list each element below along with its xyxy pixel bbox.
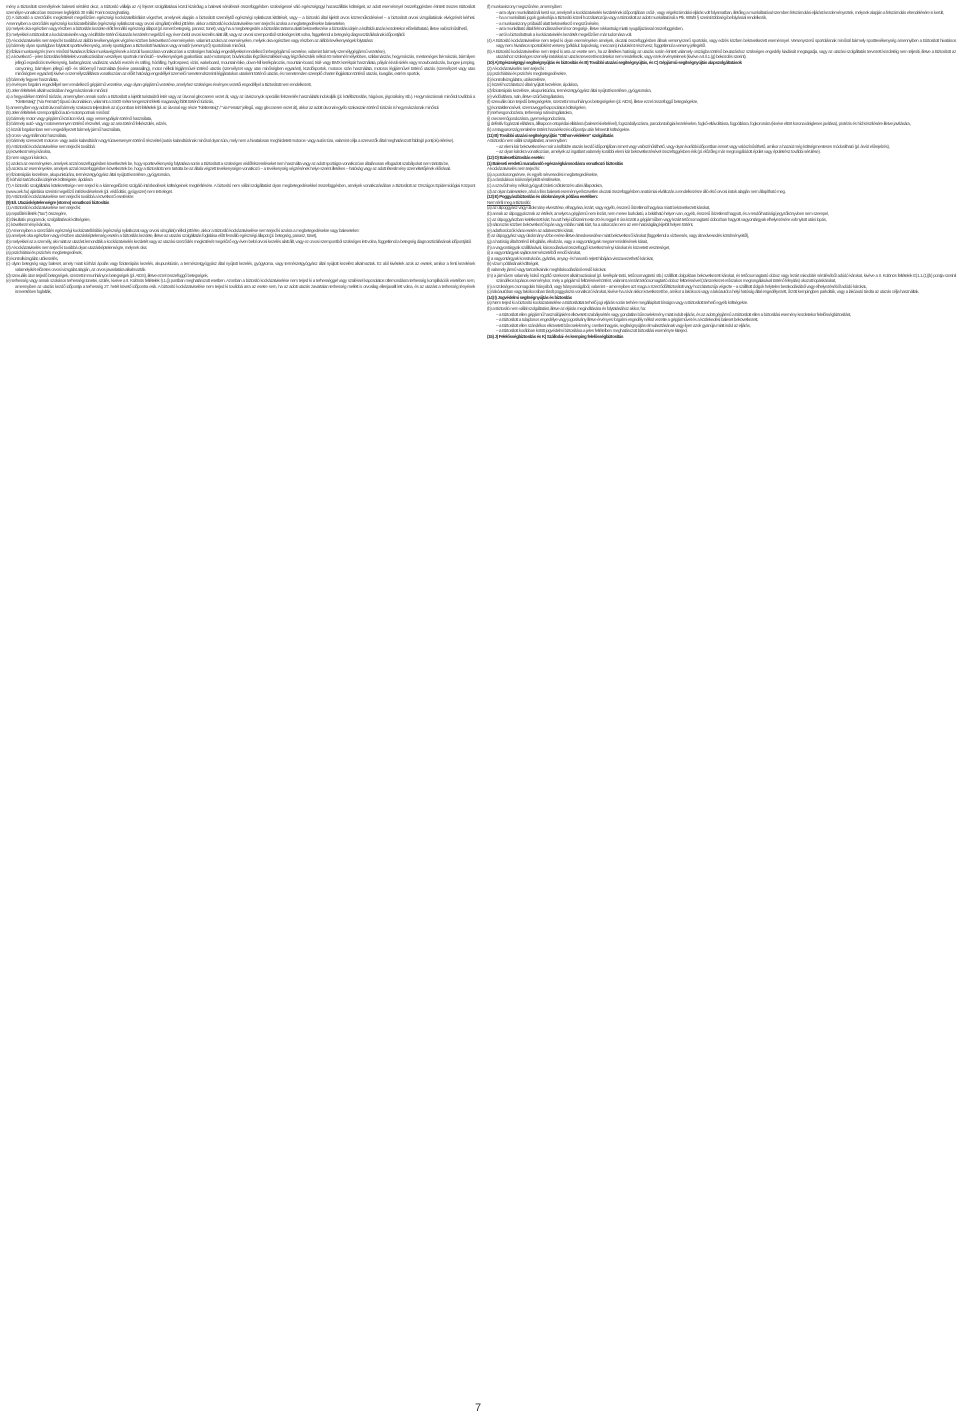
list-item: (d) fizioterápiás kezelésre, akupunktúrára, természetgyógyász által nyújtott kezelésre, gyógytornára, [487,87,652,93]
list-item: (b) kontrollvizsgálatra, utókezelésre, [487,76,546,82]
list-item: – arról a biztosítottnak a kockázatviselés kezdetét megelőzően már tudomása volt. [496,31,632,37]
list-item: – arra olyan munkáltatónál kerül sor, amelynél a kockázatviselés kezdetének időpontjában csőd-, vagy végelszámolási eljárás volt folyamatban, illetőleg a munkáltatóval szemben felszámolási eljárást kezdeményeztek, melynek alapján a felszámolás elrendelésére is került, [496,9,944,15]
paragraph: (f) munkaviszony megszűnése, amennyiben: [487,4,563,9]
list-item: (c) közúti forgalomban nem engedélyezett bármely jármű használata, [6,127,121,133]
list-item: (m) a járművön valamely külső rögzítő szerkezet alkalmazásával (pl. kerékpár-tartó, tetőcsomagtartó stb.) szállított dolgokban bekövetkezett károkat, és tetőcsomagtartó doboz vagy lezárt rakodótér sérüléséből adódó károkat, kivéve a II. Különös feltételek E)1.1.(1)(b) pontja szerinti szándékos lopásos eseménykor, mely a gépjármű feltörésével történt, valamint a lezárt tetőcsomagtartó doboz feltöréssével (zárszerkezet erőszakos megrongálásával történő felnyitás) okozott lopáskárokat, [487,272,956,284]
document-page [6,4,956,1400]
paragraph: (4) A Biztosító kockázatviselése nem terjed ki olyan eseményekre amelyek, okozati összefüggésben állnak versenyszerű sportolás, vagy edzés közben bekövetkezett eseménnyel. Versenyszerű sportolásnak minősül bármely sporttevékenység amennyiben a Biztosított hivatásos vagy nem hivatásos sportolóként verseny (például: bajnokság, meccsen) induloként részt vesz, függetlenül a verseny jellegétől. [487,37,956,49]
list-item: – a munkaviszony próbaidő alatt bekövetkező megszűnésére, [496,20,600,26]
paragraph: (7) A biztosító szolgáltatási kötelezettsége nem terjed ki a kármegelőzést szolgáló intézkedések költségeinek megtérítésére. A biztosító nem vállal szolgáltatást olyan megbetegedésekkel összefüggésben, amelyek vonatkozásában a Biztosított az Országos Epidemiológiai Központ (www.oek.hu) ajánlása szerinti megelőző intézkedéseknek (pl. védőoltás, gyógyszer) nem tett eleget. [6,183,475,194]
list-item: (a) melyek oka egészben vagy részben a biztosítás kezdete előtt fennálló egészségi állapot (pl. ismert betegség, panasz, tünet), vagy ha a megbetegedés a biztosítás tartama alatti bekövetkezése a biztosítás idején a külföldi utazás kezdetekor előreláthatató, illetve valószínűsíthető, [6,26,468,32]
list-item: (c) közeli hozzátartozó által nyújtott kezelésre, ápolásra, [487,82,579,88]
list-item: (g) a hatóság által történő lefoglalás, elkobzás, vagy a vagyontárgyak megsemmisítésének kárait, [487,238,648,244]
list-item: (h) a vagyontárgyak szállításával, károsodásával összefüggő következményi károkat és közvetett veszteséget, [487,244,670,250]
page-number: 7 [475,1402,482,1414]
list-item: (c) a következő – jelen biztosítási feltételek vonatkozásában veszélyes sportnak minősülő – tevékenységek gyakorlása: autó-motorsport, búvárkodás légzőkészülékkel vagy légzőkészülék nélkül 40 méternél mélyebben, sziklamászás, hegymászás, mesterséges fal-mászás, bármilyen jellegű expedíciós tevékenység, barlangászat, vadászat, vadvízi evezés és rafting, hóráfting, hydrospeed, vízisí, wakeboard, mountain-bike, down-hill kerékpározás, mountain-board, triál- vagy BMX kerékpár használata, pályán kívüli síelés vagy snowboardozás, bungee jumping, canyoning, bármilyen jellegű ejtő- és siklóernyő használata (kivéve parasailing), motor nélküli légijárművel történő utazás (személyzet vagy utas minőségben egyaránt), küzdősportok, motoros szán használata, motoros légijárművel történő utazás (személyzet vagy utas minőségben egyaránt) kivéve a személyszállításra vonatkozóan az előírt hatósági engedéllyel üzemelő menetrendszerinti légijáratokon utasként történő utazás, és menetrenden szereplő charter légijáraton történő utazás, lovaglás, extrém sportok, [6,54,475,77]
section-heading: (14) I) Jogvédelmi segítségnyújtás és biztosítás [487,294,572,300]
paragraph: (2) A biztosító a szerződés megkötését megelőzően egészségi kockázatelbírálást végezhet, amelynek alapján a biztosított személytől egészségi nyilatkozat kitöltését, vagy – a biztosító által kijelölt orvos közreműködésével – a biztosított orvosi vizsgálatának elvégzését kérheti. Amennyiben a szerződés egészségi kockázatelbírálás (egészségi nyilatkozat vagy orvosi vizsgálat) nélkül jött létre, akkor a Biztosító kockázatviselése nem terjed ki azokra a megbetegedésekre balesetekre, [6,15,475,26]
list-item: (l) valamely jármű vagy tartozékainak meghibásodásából eredő károkat. [487,266,607,272]
list-item: (a) amelyek oka egészben vagy részben utazásképtelenség esetén a biztosítás kezdete, illetve az utazási szolgáltatás foglalása előtt fennálló egészségi állapot (pl. betegség, panasz, tünet), [6,233,317,239]
paragraph: (5) Jelen feltételek szempontjából autó-motorsportnak minősül: [6,110,110,116]
subsection-heading: (1) Baleseti eredetű maradandó egészségkárosodásra vonatkozó biztosítás [487,160,623,166]
section-heading: (13) E) Poggyászbiztosítás és útiokmányok pótlása esetében: [487,194,598,200]
list-item: (c) azokra az eseményekre, amelyek azzal összefüggésben következtek be, hogy sporttevékenység folytatása során a Biztosított a szükséges védőfelszereléseket nem használta vagy az adott sportágra vonatkozóan általánosan elfogadott szabályokat nem tartotta be, [6,160,449,166]
list-item: (d) szexuális úton terjedő betegségek, szerzett immunhiányos betegségek (pl. AIDS), illetve ezzel összefüggő betegségek, [6,272,209,278]
list-item: (e) terhesség vagy annak szokásos terhességi tünetei, szülés, kivéve a II. Különös feltételek I).1.(i) pontban meghatározott esetben. Azonban a biztosító kockázatviselése nem terjed ki a terhességgel vagy szüléssel kapcsolatos ütlemondásra terhesség komplikációk esetében sem, amennyiben az utazás kezdő időpontja a terhesség 27. hetét követő időpontra esik. A biztosító kockázatviselése nem terjed ki továbbá arra az esetre sem, ha az adott utazás zavartalan terhesség mellett is orvosilag ellenjavallt lett volna, és az utazást a terhesség tényének ismeretében foglalták, [6,278,475,295]
paragraph: (3) A kockázatviselés nem terjed ki továbbá az alábbi tevékenységek végzése közben bekövetkező eseményekre, valamint azokra az eseményekre, melyek oka egészben vagy részben az alábbi tevékenységek folytatása: [6,37,374,43]
list-item: (c) az útipoggyászban keletkezett kárt, ha azt helyi időszerint este 20 és reggel 8 óra között a gépjárműben vagy lezárt tetőcsomagtartó dobozban hagyott vagyontárgyak elhelyezésére volt nyitott utáni lopás, [487,216,827,222]
list-item: (k) vízum pótlásának költségeit, [487,261,539,267]
list-item: (j) definitív fogászati ellátásra, állkapocs-ortopédiai ellátásra (baleset kivételével), fogszabályozásra, parodontológiai kezelésekre, fogkő-eltávolításra, fogpótlásra, fogkoronára (kivéve eltört korona ideiglenes javítása), protézis és híd készítésére illetve javítására, [487,121,911,127]
list-item: (e) bármely szervezett motoros- vagy autós kalandtúrán vagy túraversenyen történő részvétel (autós kalandtúrának minősül olyan túra, mely nem a hivatalosan meghirdetett motoros- vagy autós túra, valamint célja a szervezők által meghatározott földrajzi pont(ok) elérése). [6,138,454,144]
paragraph: mény a Biztosított személyének baleseti sérülést okoz, a Biztosító vállalja az A) fejezet szolgáltatásai közül kizárólag a baleseti sérüléssel összefüggésben szükségessé váló egészségügyi hazaszállítás költségeit, az adott eseménnyel összefüggésben érintett összes Biztosított személyre vonatkozóan összesen legfeljebb 30 millió Forint összeghatárig. [6,4,475,15]
paragraph: (2) Amennyiben a szerződés egészségi kockázatelbírálás (egészségi nyilatkozat vagy orvosi vizsgálat) nélkül jött létre, akkor a Biztosító kockázatviselése nem terjed ki azokra a megbetegedésekre vagy balesetekre: [6,227,360,233]
list-item: (a) következményi károkra, [6,149,51,155]
paragraph: (4) Jelen feltételek alkalmazásában hegymászásnak minősül [6,87,108,93]
section-heading: (9) II./I. Utazásképtelenségre (storno) vonatkozó biztosítás [6,199,110,205]
list-item: (a) pszichiátriai és pszichés megbetegedésekre, [487,71,567,77]
section-heading: (11) B) További utazási segítségnyújtás "Otthon-védelem" szolgáltatás [487,132,614,138]
list-item: – a Biztosított a tulajdonos engedélye vagy jogosítvány illetve érvényes forgalmi engedély nélkül vezette a gépjárművet és a közlekedési baleset bekövetkezett, [496,317,759,323]
list-item: (a) bármely motor vagy gépjármű közúton kívül, vagy versenypályán történő használata, [6,115,152,121]
paragraph: (6) A Biztosító kockázatviselése nem terjed ki továbbá: [6,143,96,149]
paragraph: (3) A kockázatviselés nem terjed ki továbbá olyan utazásképtelenségre, melynek oka: [6,244,148,250]
list-item: (b) melyekkel az a személy, aki miatt az utazást lemondták a kockázatviselés kezdetét vagy az utazási szerződés megkötését megelőző egy éven belül orvosi kezelés alatt állt, vagy ez orvosi szempontból szükséges lett volna, függetlenül a betegség diagnosztizálásának időpontjától. [6,238,472,244]
paragraph: (1) A Biztosító kockázatviselése nem terjed ki: [6,205,81,211]
list-item: (g) kontaktlencsével, szemüveggel kapcsolatos költségekre, [487,104,587,110]
list-item: (d) az olyan balesetekre, ahol a friss baleseti eseménnyel közvetlen okozati összefüggésben anatómiai elváltozás a rendelkezésre álló első orvosi iratok alapján nem állapítható meg. [487,188,786,194]
list-item: (a) pszichiátriai és pszichés megbetegedések, [6,250,83,256]
list-item: – arra munkáltató általi felmondással kerül sor öregségi-, illetve rokkantság miatti nyugdíjazással összefüggésben, [496,26,684,32]
list-item: (a) bármely olyan sportágban folytatott sporttevékenység, amely sportágban a Biztosított hivatásos vagy amatőr (versenyző) sportolónak minősül, [6,43,246,49]
list-item: a) a hegyvidéken történő túrázás, amennyiben annak során a Biztosított a kijelölt turistaútról letér vagy az útvonal gleccseren vezet át, vagy az útviszonyok speciális felszerelés használatát indokolják (pl. kötélbiztosítás, hágóvas, jégcsákány stb.). Hegymászásnak minősül továbbá a "Klettersteig" ("via Ferrata") típusú útvonalakon, valamint a 3.500 méter tengerszint feletti magasság fölött történő túrázás, [6,93,475,105]
list-item: (d) sátorozás közben bekövetkező lopás vagy rablás miatti kárt, ha a sátorozás nem az erre hatóságilag kijelölt helyen történt, [487,222,694,228]
list-item: (i) a vagyontárgyak sajátos természetéből eredő károkat, [487,250,581,256]
list-item: – a Biztosított ellen gépjármű használójaként elkövetett szabálysértés vagy gondatlan bűncselekmény miatt indult eljárás, és az adott gépjármű a Biztosított ellen a biztosítási esemény kezdetekor felelősségbiztosítást, [496,311,851,317]
section-heading: (12) D) Balesetbiztosítás esetén: [487,155,545,161]
list-item: (f) az útipoggyász vagy útiokmány vízbe esése illetve átnedvesedése miatt bekövetkező károkat (függetlenül a vízbeesés, vagy átnedvesedés körülményeitől), [487,233,749,239]
list-item: (k) a Magyarország területére történt hazaérkezés időpontja után felmerült költségekre. [487,127,630,133]
paragraph: A kockázatviselés nem terjed ki: [487,166,540,172]
right-column [487,4,956,1400]
list-item: (b) a rándulásos kórisméjel jelölt sérülésekre, [487,177,561,183]
list-item: (a) repülőtéri illeték ("tax") összegére, [6,210,67,216]
list-item: (e) érvényes forgalmi engedéllyel nem rendelkező gépjármű vezetése, vagy olyan gépjármű vezetése, amelyhez szükséges érvényes vezetői engedéllyel a Biztosított nem rendelkezett, [6,82,312,88]
list-item: (b) nem vagyoni károkra, [6,155,48,161]
list-item: (b) a Biztosító nem vállal szolgáltatást, illetve az eljárás megindítására és folytatásához akkor, ha: [487,306,646,312]
paragraph: A Biztosító nem vállal szolgáltatást, amennyiben: [487,138,568,144]
list-item: (o) lakóautóban vagy lakókocsiban tárolt poggyászra vonatkozó károkat, kivéve ha a kár akkor következett be, amikor a lakókocsi vagy a lakóautót a helyi hatóság által engedélyezett, őrzött kempingben parkolták, vagy a lakóautó tárolta az utazás célja használtak. [487,289,920,295]
section-heading: (15) J) Felelősségbiztosítás és K) Szállodai- és kemping felelősségbiztosítás [487,334,624,340]
list-item: (d) cross- vagy triálmotor használata, [6,132,67,138]
list-item: (j) a vagyontárgyak konstrukciós, gyártási, anyag- és hasonló rejtett hibájára visszavezethető károkat, [487,255,654,261]
list-item: (b) annak az útipoggyásznak az értékét, amelyet a gépjármű nem lezárt, nem merev burkolatú, a belátható helyen van, egyéb, ésszerű őrizetlenül hagyott, és a rendőrhatósági jegyzőkönyvben nem szerepel, [487,210,829,216]
list-item: (e) adathordozók kárai esetén az adatvesztés kárait, [487,227,574,233]
paragraph: (2) A kockázatviselés nem terjed ki : [487,65,546,71]
list-item: (a) Nem terjed ki a biztosító kockázatviselése a Biztosítottat terhelő jogi eljárás során terhére megállapított bírságra vagy a Biztosított terhelő egyéb költségekre. [487,300,748,306]
list-item: (b) fakultatív programok, szolgáltatások költségeire, [6,216,91,222]
list-item: (b) melyekkel a Biztosított a kockázatviselés vagy a külföldre történő kiutazás kezdetét megelőző egy éven belül orvosi kezelés alatt állt, vagy az orvosi szempontból szükséges lett volna, függetlenül a betegség diagnosztizálásának időpontjától. [6,31,406,37]
list-item: (c) következményi károkra, [6,222,51,228]
list-item: b) amennyiben egy adott útvonal bármely szakasza teljesülnek az a) pontban leírt feltételek (pl. az útvonal egy része "Klettersteig" / "via Ferrata" jellegű, vagy gleccseren vezet át), akkor az adott útvonal egyéb szakaszain történő túrázás is hegymászásnak minősül. [6,104,440,110]
list-item: (c) olyan betegség vagy baleset, amely miatt kórházi ápolás vagy fizioterápiás kezelés, akupunktúrán, a természetgyógyász által nyújtott kezelés, gyógytorna, vagy természetgyógyász által nyújtott kezelést alkalmaztak. Ez alól kivételek azok az esetek, amikor a fenti kezelések valamelyikét előzetes orvosi vizsgálat alapján, az orvos javaslatára alkalmazták. [6,261,475,272]
list-item: (h) terhesgondozásra, terhességi rutinvizsgálatokra, [487,110,573,116]
list-item: (f) kórházi tartózkodás idejének költségeire, ápolásra [6,177,93,183]
list-item: (n) a szükséges csomagolás hiányából, vagy hiányosságából, valamint – amennyiben azt maga a Szerződő/Biztosított vagy hozzátartozója végezte – a szállított dolgok helytelen berakodásából vagy elhelyezéséből adódó károkat., [487,283,868,289]
list-item: (b) kontrollvizsgálat, utókezelés, [6,255,59,261]
list-item: (a) az útipoggyász vagy útiokmány elvesztése, elhagyása, lezárt, vagy egyéb, ésszerű őrizetlenül hagyása miatt bekövetkezett károkat, [487,205,710,211]
list-item: (d) bármely fegyver használata, [6,76,59,82]
list-item: (e) védőoltásra, rutin, illetve szűrővizsgálatokra, [487,93,565,99]
paragraph: Nem téríti meg a Biztosító: [487,199,531,205]
list-item: – ha a munkáltató jogok gyakorlója a Biztosító közeli hozzátartozója vagy a Biztosított az adott munkáltatónál a Ptk. 685/B § szerinti többségi befolyással rendelkezik, [496,15,767,21]
list-item: – a Biztosított korábban kötött jogvédelmi biztosítása a jelen feltételben meghatározott biztosítási eseményre kiterjed. [496,328,688,334]
list-item: – az elemi kár bekövetkezése már a külföldre utazás kezdő időpontjában ismert vagy valószínűsíthető, vagy olyan korábbi időpontban ismert vagy valószínűsíthető, amikor a hazaút még költségmentesen módosítható (pl. árvízi előrejelzés), [496,143,890,149]
list-item: (a) a porckorongsérvre, és egyéb sérvesedési megbetegedésekre, [487,171,598,177]
list-item: (e) fizioterápiás kezelésre, akupunktúrára, természetgyógyász által nyújtott kezelésre, gyógytornára, [6,171,171,177]
list-item: – az olyan károkra vonatkozóan, amelyek az ingatlant valamely korábbi elemi kár bekövetkezésével összefüggésben érik (pl. előzőleg már megrongálódott épület vagy épületrész további sérülése). [496,149,821,155]
left-column [6,4,475,1400]
list-item: (b) bármely autó- vagy motorversenyen történő részvétel, vagy az arra történő felkészülés, edzés, [6,121,167,127]
list-item: (b) fizikai munkavégzés (nem minősül hivatásos fizikai munkavégzésnek a közúti fuvarozásra vonatkozóan a szükséges hatósági engedélyekkel rendelkező tehergépjármű vezetése, valamint bármely személygépjármű vezetése), [6,48,386,54]
list-item: (i) csecsemőgondozásra, gyermekgondozásra, [487,115,566,121]
list-item: (c) a szövődmény nélkül gyógyult ízületi csőtükrözés utáni állapotokra, [487,183,603,188]
section-heading: (10) A) Egészségügyi segítségnyújtás és biztosítás és B) További utazási segítségnyújtás, és C) Gépjármű-segítségnyújtás alapszolgáltatások [487,59,742,65]
paragraph: (5) A Biztosító kockázatviselése nem terjed ki arra az esetre sem, ha az illetékes hatóság az utazás során érintett valamely országba történő beutazáshoz szükséges engedély kiadását megtagadja, vagy az utazási szolgáltatás tervezett kezdetéig nem teljesíti, illetve a Biztosított az utazáshoz szükséges személyi iratokkal az utazás tervezett kezdetekor nem rendelkezik, vagy ezek érvénytelenek (kivéve a II./I.1.(g) bekezdés szerint). [487,48,956,60]
list-item: – a Biztosított ellen szándékos elkövetett bűncselekmény, cserbenhagyás, segítségnyújtás elmulasztásának vagy ilyen azok gyanúja miatt indul az eljárás, [496,322,751,328]
list-item: (f) szexuális úton terjedő betegségekre, szerzett immunhiányos betegségekre (pl. AIDS), illetve ezzel összefüggő betegségekre, [487,99,698,105]
paragraph: (8) A Biztosító kockázatviselése nem terjed ki továbbá a következő eseténkre: [6,194,134,200]
list-item: (d) azokra az eseményekre, amelyek azzal összefüggésben következtek be, hogy a Biztosított nem tartotta be az általa végzett tevékenységre vonatkozó – a tevékenység végzésének helye szerint illetékes – hatóság vagy az adott létesítmény üzemeltetőjének előírásait. [6,166,451,172]
